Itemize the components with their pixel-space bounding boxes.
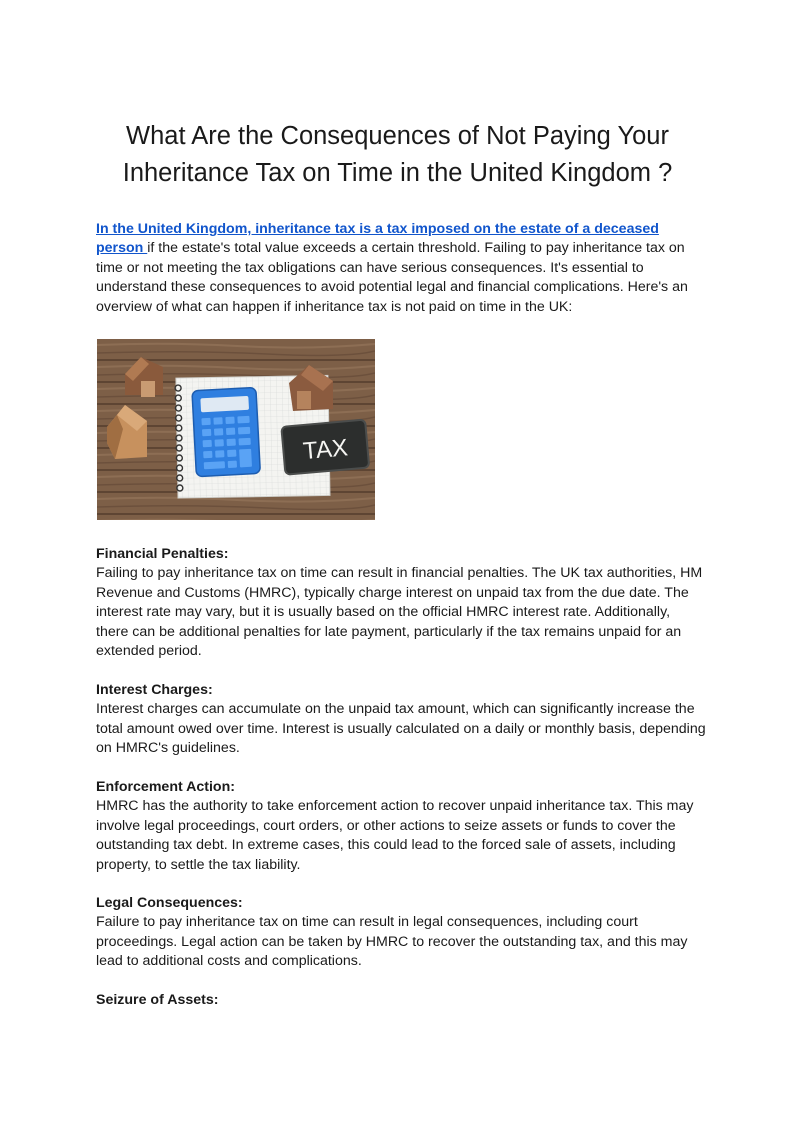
tax-chalkboard bbox=[281, 420, 369, 475]
section-heading: Financial Penalties: bbox=[96, 546, 229, 562]
section-heading: Seizure of Assets: bbox=[96, 992, 219, 1008]
section-body: Interest charges can accumulate on the unpaid tax amount, which can significantly increase the total amount owed over time. Interest is usually calculated on a daily or monthly basis, depending on HMRC's guidelines. bbox=[96, 701, 706, 757]
title-line-2: Inheritance Tax on Time in the United Kingdom ? bbox=[122, 159, 673, 187]
section-enforcement-action bbox=[96, 778, 706, 875]
section-body: Failure to pay inheritance tax on time can result in legal consequences, including court proceedings. Legal action can be taken by HMRC to recover the outstanding tax, and this may lead to additional costs and complications. bbox=[96, 914, 688, 970]
tax-sign-text: TAX bbox=[301, 434, 350, 466]
hero-image bbox=[97, 339, 375, 520]
section-heading: Interest Charges: bbox=[96, 682, 213, 698]
section-body: Failing to pay inheritance tax on time can result in financial penalties. The UK tax authorities, HM Revenue and Customs (HMRC), typically charge interest on unpaid tax from the due date. The interest rate may vary, but it is usually based on the official HMRC interest rate. Additionally, there can be additional penalties for late payment, particularly if the tax remains unpaid for an extended period. bbox=[96, 565, 703, 660]
section-heading: Legal Consequences: bbox=[96, 895, 243, 911]
intro-body: if the estate's total value exceeds a certain threshold. Failing to pay inheritance tax on time or not meeting the tax obligations can have serious consequences. It's essential to understand these consequences to avoid potential legal and financial complications. Here's an overview of what can happen if inheritance tax is not paid on time in the UK: bbox=[96, 240, 688, 315]
section-financial-penalties bbox=[96, 545, 706, 661]
title-line-1: What Are the Consequences of Not Paying Your bbox=[126, 122, 669, 150]
section-legal-consequences bbox=[96, 894, 706, 972]
section-interest-charges bbox=[96, 681, 706, 759]
intro-link[interactable]: In the United Kingdom, inheritance tax is a tax imposed on the estate of a deceased person bbox=[96, 221, 659, 257]
section-body: HMRC has the authority to take enforcement action to recover unpaid inheritance tax. This may involve legal proceedings, court orders, or other actions to seize assets or funds to cover the outstanding tax debt. In extreme cases, this could lead to the forced sale of assets, including property, to settle the tax liability. bbox=[96, 798, 694, 873]
tax-calculator-illustration bbox=[97, 339, 375, 520]
page-title bbox=[60, 118, 735, 192]
calculator bbox=[192, 387, 260, 476]
intro-paragraph bbox=[96, 220, 706, 317]
section-seizure-of-assets bbox=[96, 991, 706, 1010]
section-heading: Enforcement Action: bbox=[96, 779, 235, 795]
